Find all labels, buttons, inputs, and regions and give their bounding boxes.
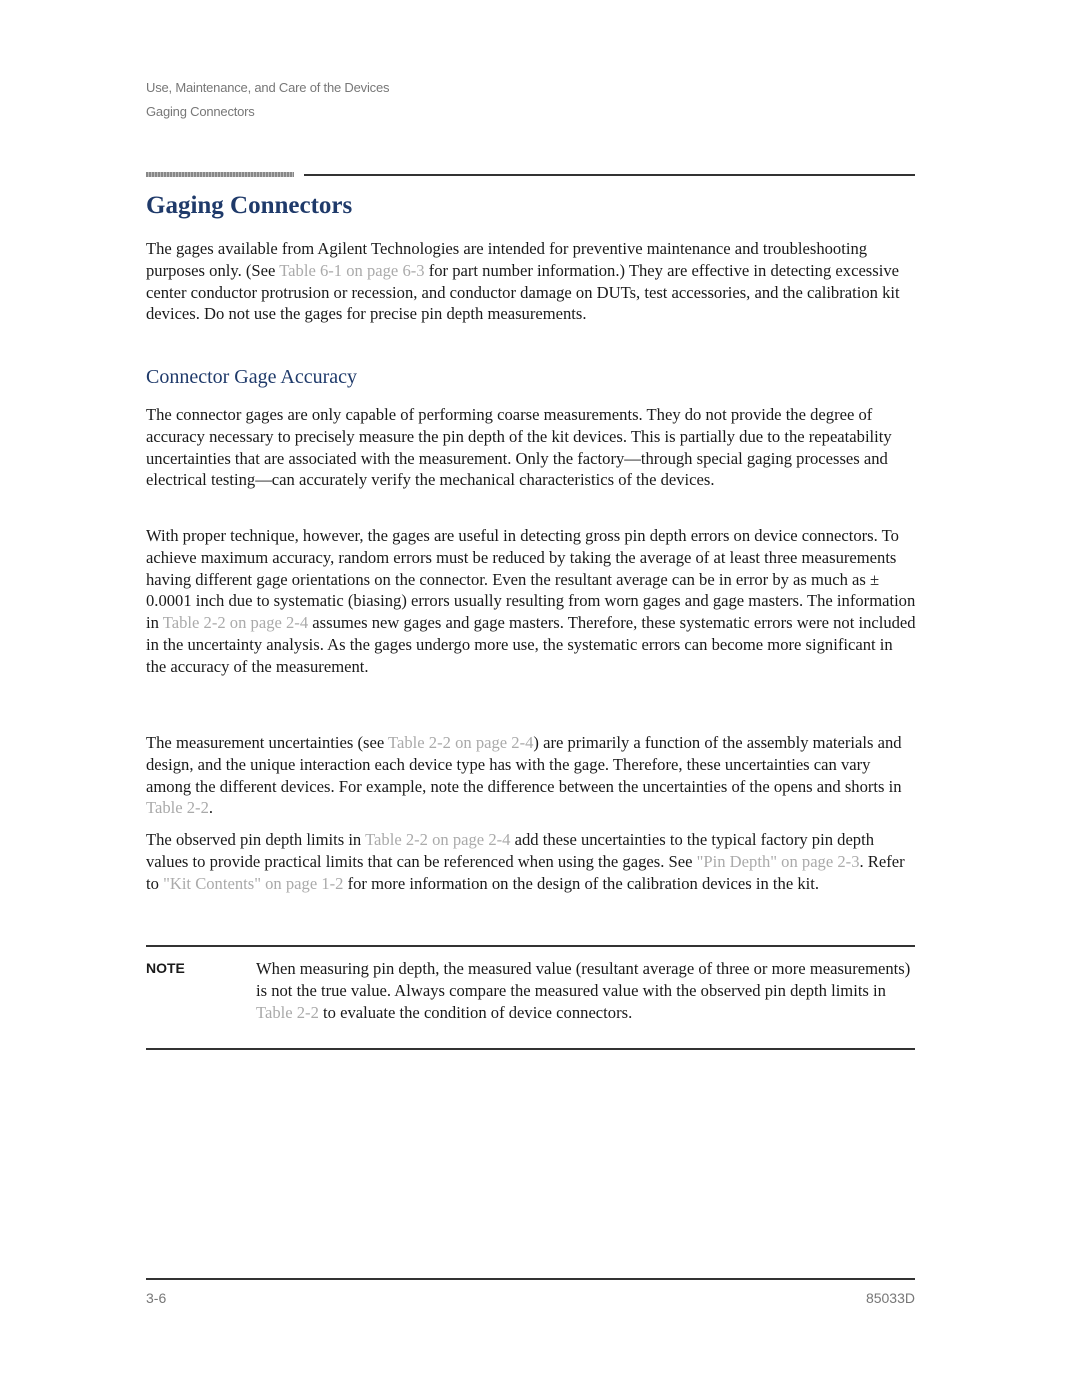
cross-reference-link[interactable]: "Kit Contents" on page 1-2 <box>163 873 344 893</box>
note-label: NOTE <box>146 960 185 976</box>
cross-reference-link[interactable]: Table 2-2 on page 2-4 <box>365 830 511 849</box>
text-run: for more information on the design of the calibration devices in the kit. <box>343 873 820 893</box>
note-text <box>256 958 916 1023</box>
note-bottom-rule <box>146 1048 915 1050</box>
paragraph <box>146 525 916 678</box>
text-run: . Refer to <box>146 851 905 893</box>
paragraph <box>146 732 916 819</box>
section-title: Gaging Connectors <box>146 192 353 219</box>
cross-reference-link[interactable]: Table 2-2 <box>146 798 209 818</box>
note-top-rule <box>146 945 915 947</box>
paragraph <box>146 829 916 894</box>
page-number: 3-6 <box>146 1290 167 1306</box>
cross-reference-link[interactable]: "Pin Depth" on page 2-3 <box>696 851 860 871</box>
text-run: assumes new gages and gage masters. Therefore, these systematic errors were not included in the uncertainty analysis. As the gages undergo more use, the systematic errors can become more significant in the accuracy of the measurement. <box>146 613 916 676</box>
section-divider <box>304 174 915 176</box>
text-run: The gages available from Agilent Technologies are intended for preventive maintenance and troubleshooting purposes only. (See <box>146 239 868 280</box>
text-run: to evaluate the condition of device connectors. <box>318 1002 633 1022</box>
cross-reference-link[interactable]: Table 2-2 on page 2-4 <box>388 733 534 752</box>
text-run: for part number information.) They are effective in detecting excessive center conductor protrusion or recession, and conductor damage on DUTs, test accessories, and the calibration kit devices. Do not use the gages for precise pin depth measurements. <box>146 260 900 324</box>
text-run: ) are primarily a function of the assembly materials and design, and the unique interaction each device type has with the gage. Therefore, these uncertainties can vary among the different devices. For example, note the difference between the uncertainties of the opens and shorts in <box>146 733 902 796</box>
footer-rule <box>146 1278 915 1280</box>
running-header-chapter: Use, Maintenance, and Care of the Devices <box>146 80 390 95</box>
subsection-title: Connector Gage Accuracy <box>146 366 358 388</box>
running-header-section: Gaging Connectors <box>146 104 255 119</box>
text-run: With proper technique, however, the gages are useful in detecting gross pin depth errors on device connectors. To achieve maximum accuracy, random errors must be reduced by taking the average of at least three measurements having different gage orientations on the connector. Even the resultant average can be in error by as much as ± 0.0001 inch due to systematic (biasing) errors usually resulting from worn gages and gage masters. The information in <box>146 526 916 633</box>
text-run: The measurement uncertainties (see <box>146 733 389 752</box>
product-number: 85033D <box>865 1290 915 1306</box>
text-run: The observed pin depth limits in <box>146 830 366 849</box>
section-marker-bar <box>146 172 294 177</box>
text-run: . <box>208 798 214 818</box>
paragraph <box>146 238 916 325</box>
text-run: When measuring pin depth, the measured value (resultant average of three or more measurements) is not the true value. Always compare the measured value with the observed pin depth limits in <box>256 959 911 1000</box>
cross-reference-link[interactable]: Table 6-1 on page 6-3 <box>279 260 425 280</box>
paragraph <box>146 404 916 491</box>
cross-reference-link[interactable]: Table 2-2 on page 2-4 <box>162 613 309 633</box>
text-run: add these uncertainties to the typical factory pin depth values to provide practical limits that can be referenced when using the gages. See <box>146 830 875 871</box>
text-run: The connector gages are only capable of performing coarse measurements. They do not provide the degree of accuracy necessary to precisely measure the pin depth of the kit devices. This is partially due to the repeatability uncertainties that are associated with the measurement. Only the factory—through special gaging processes and electrical testing—can accurately verify the mechanical characteristics of the devices. <box>146 405 892 490</box>
cross-reference-link[interactable]: Table 2-2 <box>256 1002 319 1022</box>
